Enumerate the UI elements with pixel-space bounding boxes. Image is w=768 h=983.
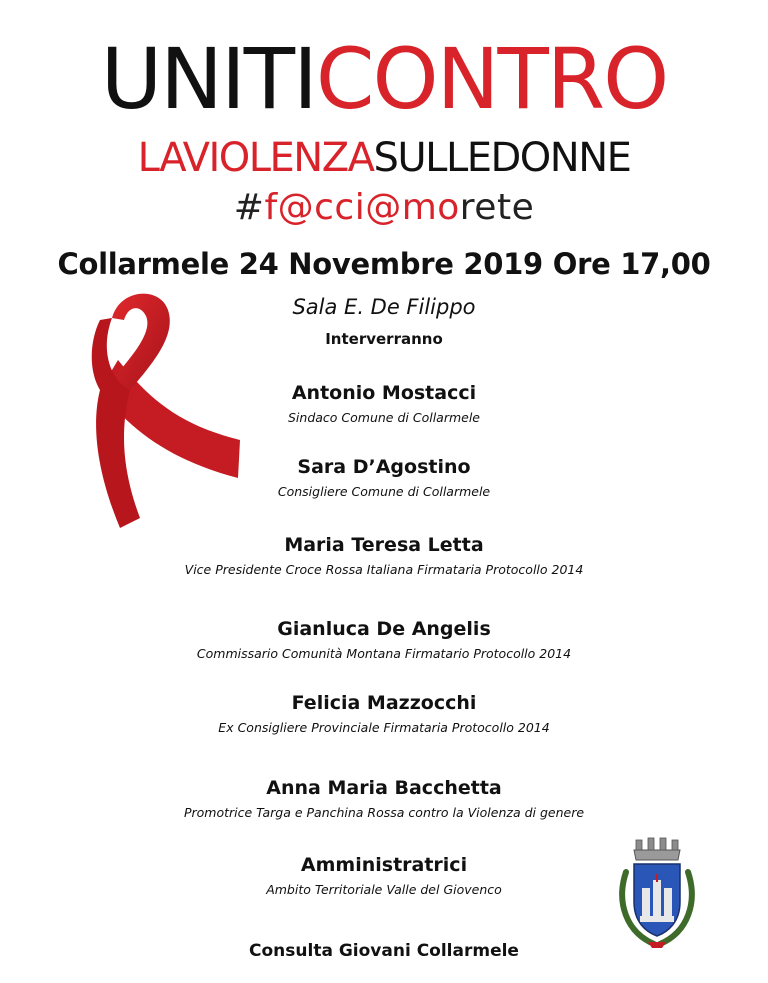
subtitle (0, 134, 768, 182)
footer-organizer: Consulta Giovani Collarmele (249, 941, 519, 961)
speaker-role: Ambito Territoriale Valle del Giovenco (266, 882, 502, 897)
intro-label: Interverranno (325, 330, 443, 348)
speaker-1 (0, 380, 768, 428)
hashtag-red-part: f@cci@mo (264, 187, 460, 228)
speaker-role: Commissario Comunità Montana Firmatario Protocollo 2014 (196, 646, 572, 661)
hashtag-black-part: rete (459, 187, 535, 228)
speaker-role: Consigliere Comune di Collarmele (277, 484, 491, 499)
speaker-name: Anna Maria Bacchetta (266, 777, 502, 799)
subtitle-part-violenza: LAVIOLENZA (137, 135, 374, 181)
speaker-role: Sindaco Comune di Collarmele (287, 410, 480, 425)
speaker-3 (0, 532, 768, 580)
speaker-role: Vice Presidente Croce Rossa Italiana Firmataria Protocollo 2014 (184, 562, 584, 577)
speaker-name: Antonio Mostacci (291, 382, 477, 404)
speaker-role: Ex Consigliere Provinciale Firmataria Protocollo 2014 (218, 720, 550, 735)
venue: Sala E. De Filippo (292, 295, 476, 319)
speaker-4 (0, 616, 768, 664)
speaker-name: Maria Teresa Letta (284, 534, 484, 556)
title-part-contro: CONTRO (315, 30, 668, 128)
hashtag-symbol: # (233, 187, 265, 228)
speaker-5 (0, 690, 768, 738)
speaker-2 (0, 454, 768, 502)
hashtag (0, 186, 768, 230)
speaker-name: Sara D’Agostino (297, 456, 471, 478)
speaker-name: Felicia Mazzocchi (291, 692, 477, 714)
subtitle-part-donne: SULLEDONNE (373, 135, 631, 181)
event-date-line: Collarmele 24 Novembre 2019 Ore 17,00 (57, 247, 711, 281)
speaker-role: Promotrice Targa e Panchina Rossa contro la Violenza di genere (183, 805, 585, 820)
speaker-6 (0, 775, 768, 823)
speaker-name: Amministratrici (300, 854, 468, 876)
title-part-uniti: UNITI (100, 30, 316, 128)
speaker-name: Gianluca De Angelis (277, 618, 491, 640)
main-title (0, 30, 768, 128)
municipal-crest-icon (612, 832, 702, 952)
